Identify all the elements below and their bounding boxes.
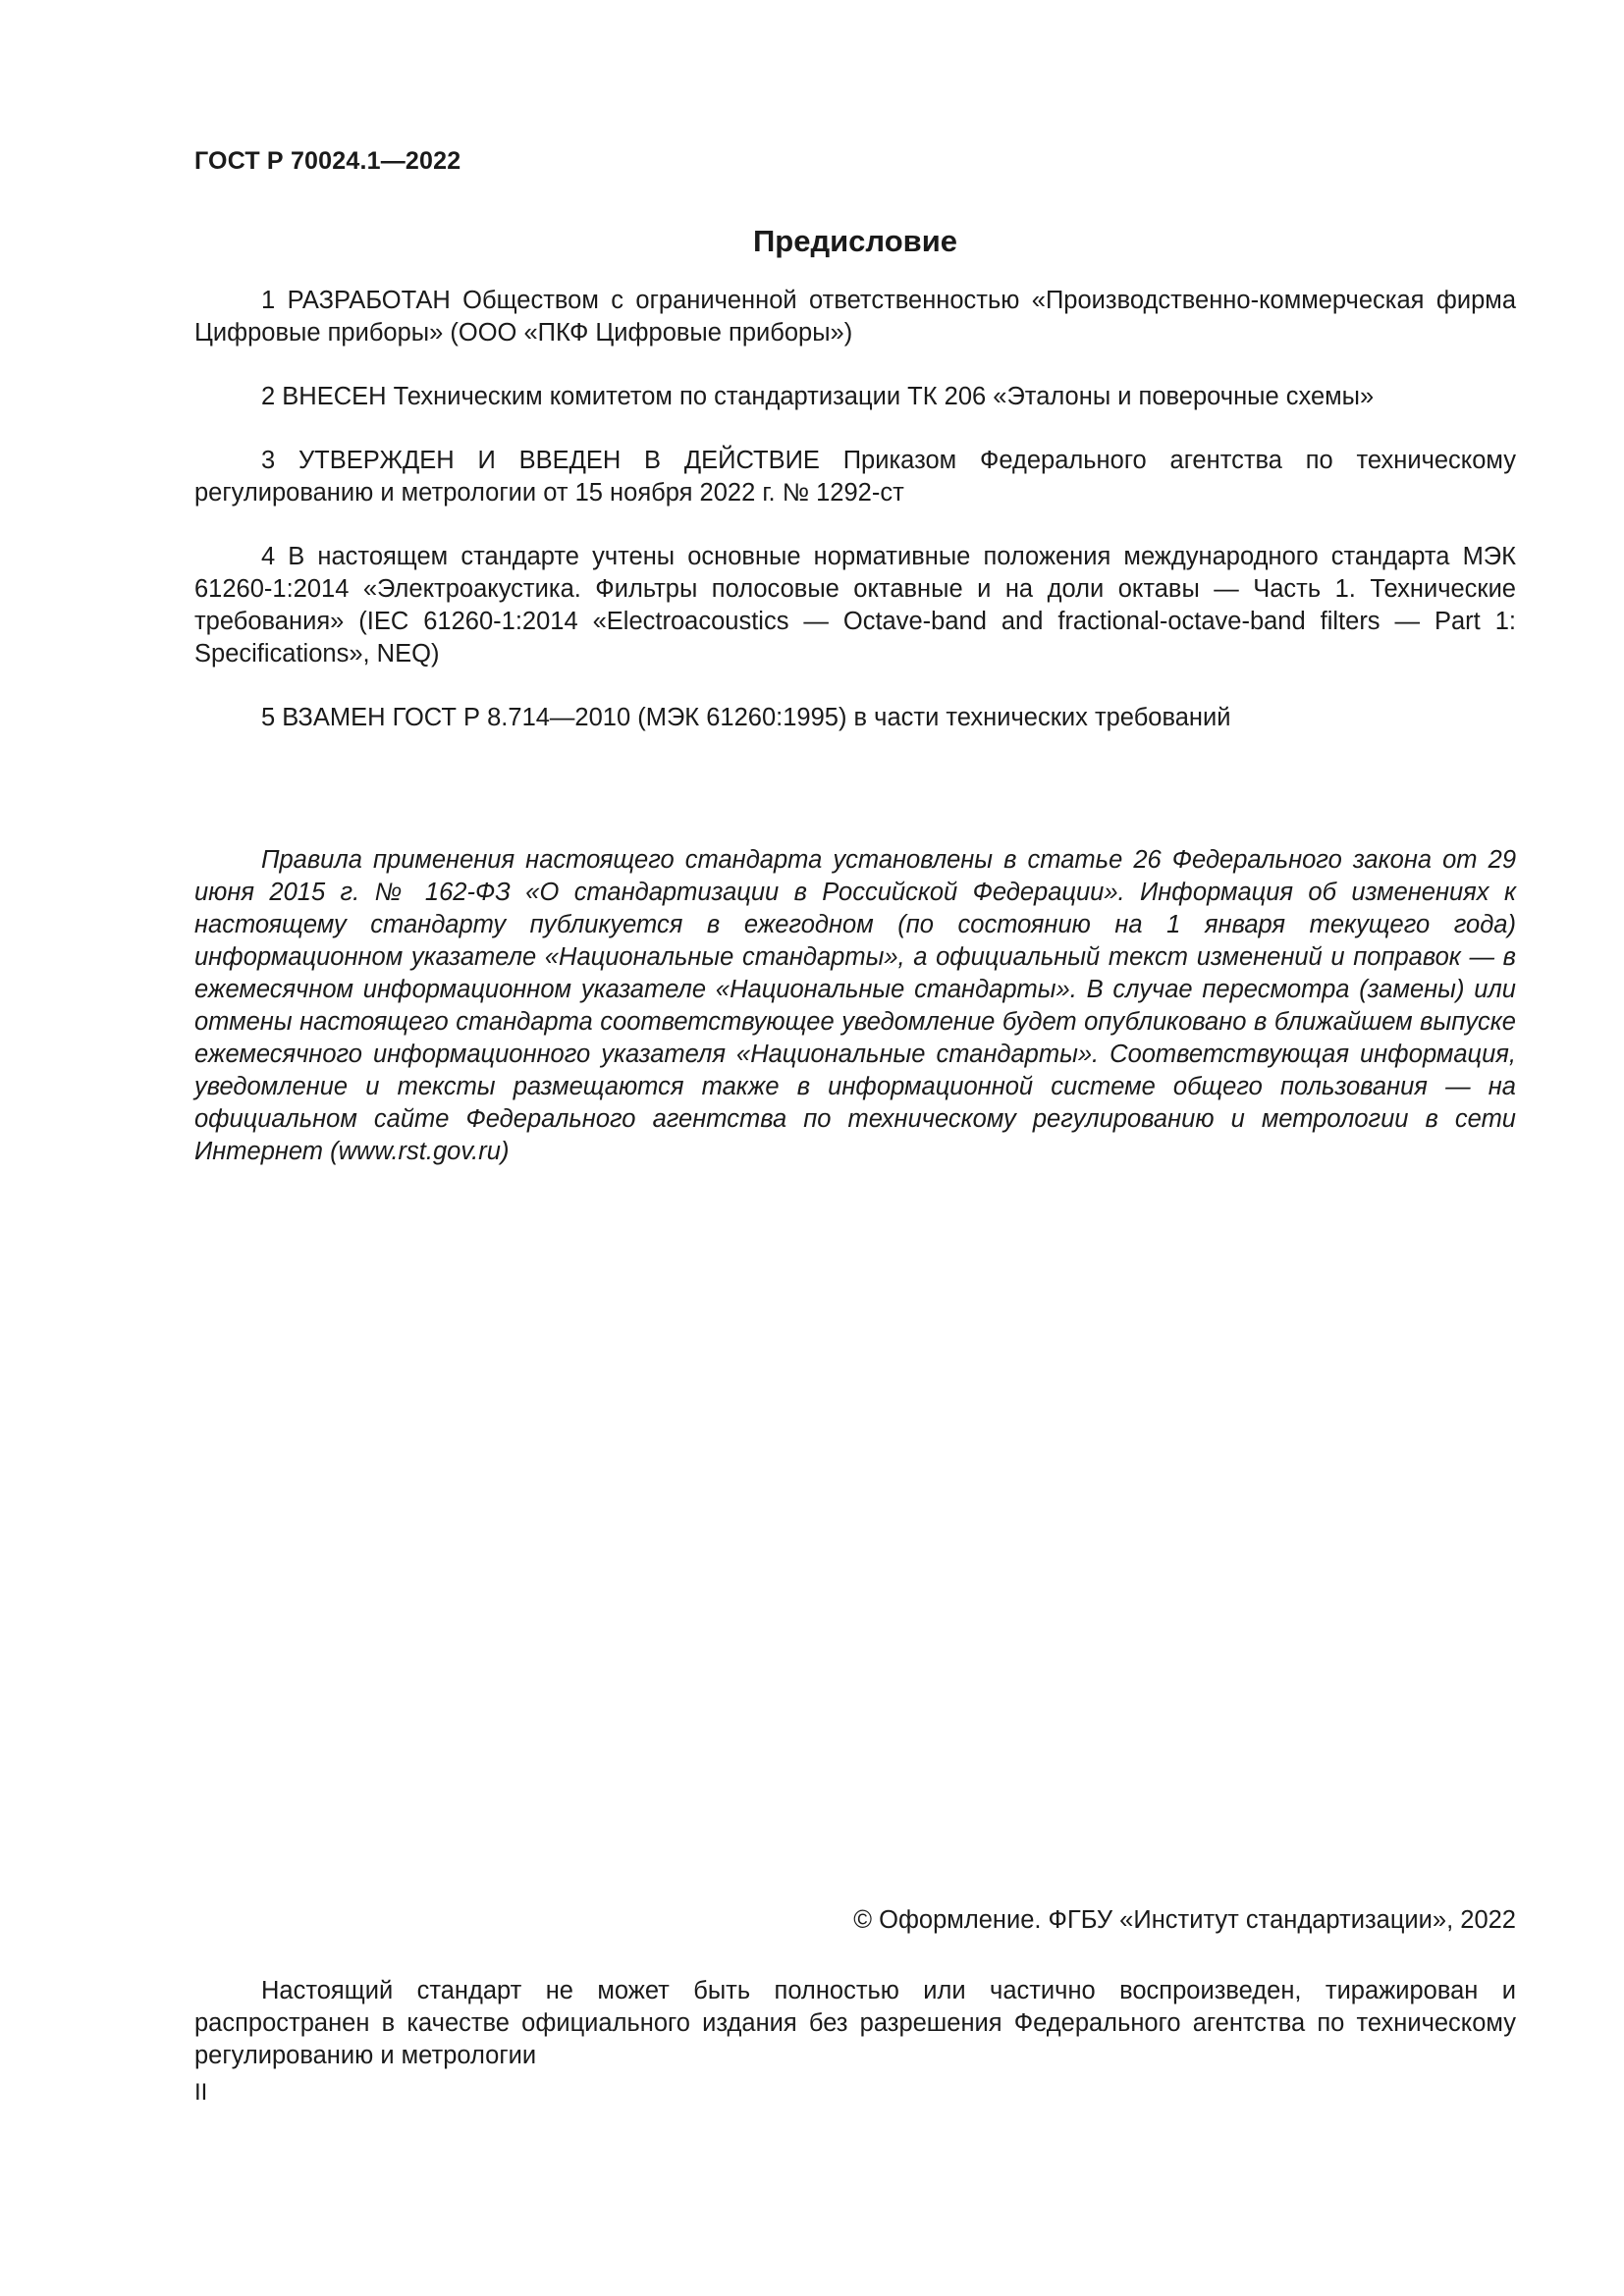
- foreword-item-replaces: 5 ВЗАМЕН ГОСТ Р 8.714—2010 (МЭК 61260:1995) в части технических требований: [261, 704, 1231, 731]
- reproduction-notice: Настоящий стандарт не может быть полностью или частично воспроизведен, тиражирован и распространен в качестве официального издания без разрешения Федерального агентства по техническому регулированию и метрологии: [194, 1977, 1516, 2069]
- foreword-item-developed: 1 РАЗРАБОТАН Обществом с ограниченной ответственностью «Производственно-коммерческая фирма Цифровые приборы» (ООО «ПКФ Цифровые приборы»): [194, 287, 1516, 347]
- foreword-item-international-standard: 4 В настоящем стандарте учтены основные нормативные положения международного стандарта МЭК 61260-1:2014 «Электроакустика. Фильтры полосовые октавные и на доли октавы — Часть 1. Технические требования» (IEC 61260-1:2014 «Electroacoustics — Octave-band and fractional-octave-band filters — Part 1: Specifications», NEQ): [194, 543, 1516, 667]
- foreword-items: [194, 285, 1516, 766]
- foreword-item-approved: 3 УТВЕРЖДЕН И ВВЕДЕН В ДЕЙСТВИЕ Приказом Федерального агентства по техническому регулированию и метрологии от 15 ноября 2022 г. № 1292-ст: [194, 447, 1516, 507]
- application-rules-paragraph: Правила применения настоящего стандарта установлены в статье 26 Федерального закона от 29 июня 2015 г. № 162-ФЗ «О стандартизации в Российской Федерации». Информация об изменениях к настоящему стандарту публикуется в ежегодном (по состоянию на 1 января текущего года) информационном указателе «Национальные стандарты», а официальный текст изменений и поправок — в ежемесячном информационном указателе «Национальные стандарты». В случае пересмотра (замены) или отмены настоящего стандарта соответствующее уведомление будет опубликовано в ближайшем выпуске ежемесячного информационного указателя «Национальные стандарты». Соответствующая информация, уведомление и тексты размещаются также в информационной системе общего пользования — на официальном сайте Федерального агентства по техническому регулированию и метрологии в сети Интернет (www.rst.gov.ru): [194, 846, 1516, 1165]
- page-title: Предисловие: [752, 224, 957, 258]
- page-number: II: [194, 2079, 208, 2106]
- foreword-item-introduced: 2 ВНЕСЕН Техническим комитетом по стандартизации ТК 206 «Эталоны и поверочные схемы»: [261, 383, 1375, 410]
- document-page: [194, 0, 1516, 2296]
- copyright-notice: © Оформление. ФГБУ «Институт стандартизации», 2022: [853, 1906, 1516, 1934]
- document-code: ГОСТ Р 70024.1—2022: [194, 147, 461, 175]
